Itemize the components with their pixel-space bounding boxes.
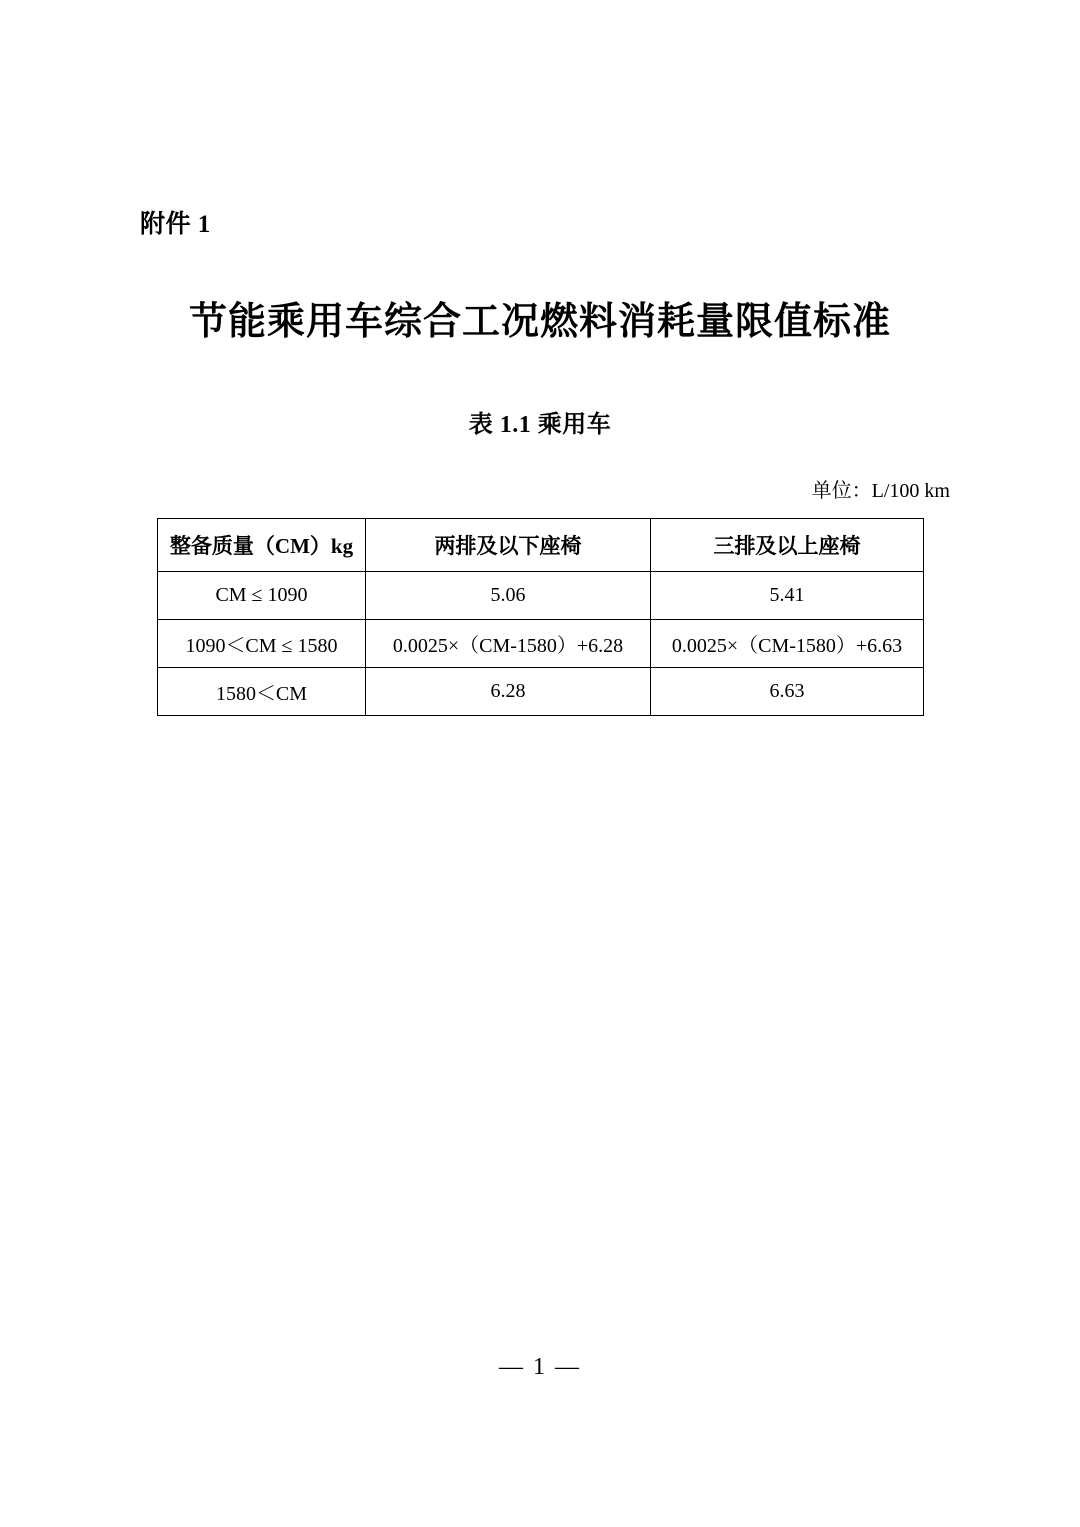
table-row <box>158 620 924 668</box>
table-cell: 0.0025×（CM-1580）+6.63 <box>651 620 924 668</box>
attachment-label: 附件 1 <box>140 211 211 238</box>
fuel-consumption-table <box>157 518 924 716</box>
table-header-cell: 整备质量（CM）kg <box>158 519 366 572</box>
table-cell: CM ≤ 1090 <box>158 572 366 620</box>
page-title: 节能乘用车综合工况燃料消耗量限值标准 <box>188 301 891 343</box>
table-cell: 1580＜CM <box>158 668 366 716</box>
table-cell: 0.0025×（CM-1580）+6.28 <box>366 620 651 668</box>
table-cell: 6.63 <box>651 668 924 716</box>
table-cell: 1090＜CM ≤ 1580 <box>158 620 366 668</box>
table-cell: 5.41 <box>651 572 924 620</box>
table-header-cell: 三排及以上座椅 <box>651 519 924 572</box>
table-header-row <box>158 519 924 572</box>
table-row <box>158 668 924 716</box>
table-cell: 5.06 <box>366 572 651 620</box>
table-cell: 6.28 <box>366 668 651 716</box>
table-row <box>158 572 924 620</box>
table-caption: 表 1.1 乘用车 <box>468 412 612 438</box>
table-header-cell: 两排及以下座椅 <box>366 519 651 572</box>
page-number: — 1 — <box>499 1354 581 1380</box>
unit-note: 单位：L/100 km <box>811 480 950 502</box>
